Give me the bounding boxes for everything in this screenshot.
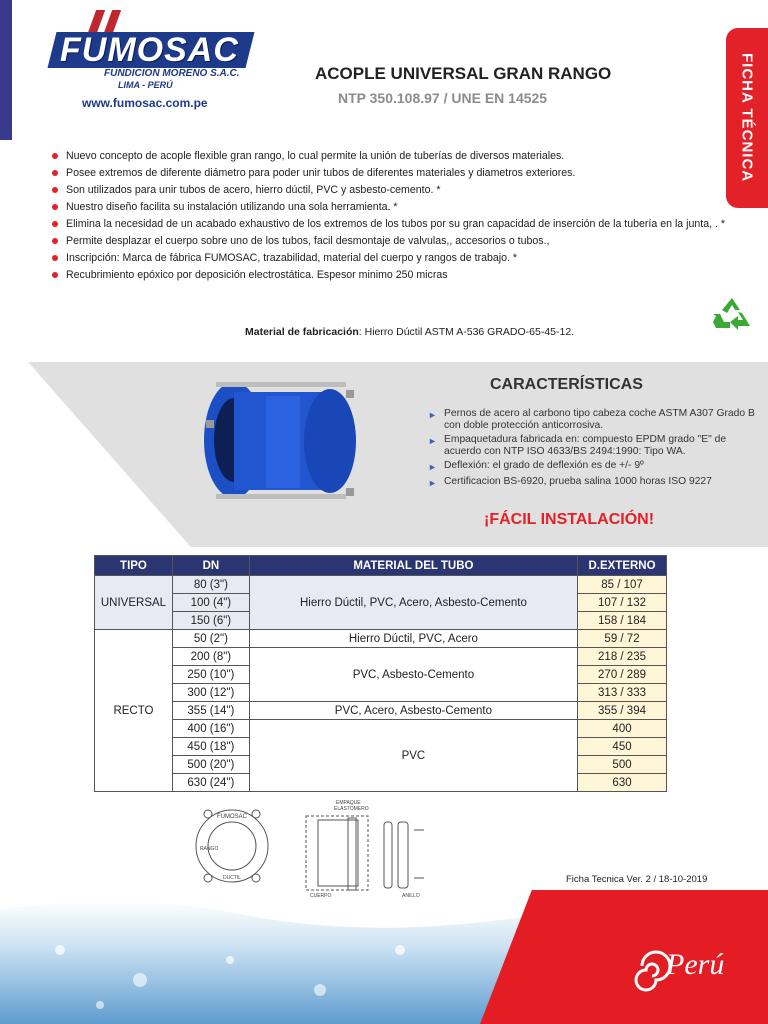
bullet-icon — [52, 170, 58, 176]
ficha-tecnica-label-wrap — [726, 28, 768, 208]
dext-cell: 85 / 107 — [578, 576, 667, 594]
ring-text-top: FUMOSAC — [217, 814, 247, 820]
feature-item: Son utilizados para unir tubos de acero, hierro dúctil, PVC y asbesto-cemento. * — [50, 184, 730, 197]
spec-table — [94, 555, 667, 792]
label-elastomero: ELASTOMERO — [334, 806, 369, 812]
column-header-material: MATERIAL DEL TUBO — [249, 556, 577, 576]
peru-brand-logo — [622, 930, 742, 1002]
material-line — [245, 326, 574, 338]
characteristic-item: ► Deflexión: el grado de deflexión es de +/- 9º — [428, 460, 644, 472]
column-header-tipo: TIPO — [95, 556, 173, 576]
bullet-icon — [52, 221, 58, 227]
column-header-dexterno: D.EXTERNO — [578, 556, 667, 576]
product-standard: NTP 350.108.97 / UNE EN 14525 — [338, 90, 548, 106]
product-title: ACOPLE UNIVERSAL GRAN RANGO — [315, 64, 612, 83]
dn-cell: 200 (8") — [172, 648, 249, 666]
feature-item: Posee extremos de diferente diámetro para poder unir tubos de diferentes materiales y diametros exteriores. — [50, 167, 730, 180]
dn-cell: 50 (2") — [172, 630, 249, 648]
tipo-cell: UNIVERSAL — [95, 576, 173, 630]
dn-cell: 630 (24") — [172, 774, 249, 792]
triangle-bullet-icon: ► — [428, 478, 437, 488]
dn-cell: 80 (3") — [172, 576, 249, 594]
material-value: : Hierro Dúctil ASTM A-536 GRADO-65-45-12. — [358, 326, 575, 338]
dext-cell: 313 / 333 — [578, 684, 667, 702]
dext-cell: 59 / 72 — [578, 630, 667, 648]
dext-cell: 450 — [578, 738, 667, 756]
dext-cell: 355 / 394 — [578, 702, 667, 720]
dext-cell: 158 / 184 — [578, 612, 667, 630]
dn-cell: 100 (4") — [172, 594, 249, 612]
table-row — [95, 720, 667, 738]
characteristics-title: CARACTERÍSTICAS — [490, 376, 643, 393]
table-row — [95, 702, 667, 720]
dn-cell: 400 (16") — [172, 720, 249, 738]
feature-item: Nuestro diseño facilita su instalación utilizando una sola herramienta. * — [50, 201, 730, 214]
feature-item: Recubrimiento epóxico por deposición electrostática. Espesor minimo 250 micras — [50, 269, 730, 282]
peru-wordmark: Perú — [666, 948, 725, 981]
coupling-product-image — [196, 370, 366, 520]
peru-spiral-icon — [622, 930, 742, 1002]
material-cell: Hierro Dúctil, PVC, Acero — [249, 630, 577, 648]
dext-cell: 218 / 235 — [578, 648, 667, 666]
characteristic-item: ► Pernos de acero al carbono tipo cabeza coche ASTM A307 Grado B con doble protección anticorrosiva. — [428, 408, 755, 431]
material-label: Material de fabricación — [245, 326, 359, 338]
characteristic-item: ► Empaquetadura fabricada en: compuesto EPDM grado "E" de acuerdo con NTP ISO 4633/BS 2494:1990: Tipo WA. — [428, 434, 727, 457]
feature-item: Permite desplazar el cuerpo sobre uno de los tubos, facil desmontaje de valvulas,, accesorios o tubos., — [50, 235, 730, 248]
bullet-icon — [52, 204, 58, 210]
label-empaque: EMPAQUE — [336, 800, 361, 806]
triangle-bullet-icon: ► — [428, 462, 437, 472]
characteristics-list — [428, 408, 758, 490]
table-row — [95, 630, 667, 648]
material-cell: PVC, Asbesto-Cemento — [249, 648, 577, 702]
feature-item: Inscripción: Marca de fábrica FUMOSAC, trazabilidad, material del cuerpo y rangos de trabajo. * — [50, 252, 730, 265]
material-cell: PVC, Acero, Asbesto-Cemento — [249, 702, 577, 720]
bullet-icon — [52, 255, 58, 261]
ficha-tecnica-label: FICHA TÉCNICA — [738, 53, 756, 183]
version-label: Ficha Tecnica Ver. 2 / 18-10-2019 — [566, 874, 708, 885]
dn-cell: 150 (6") — [172, 612, 249, 630]
characteristic-item: ► Certificacion BS-6920, prueba salina 1000 horas ISO 9227 — [428, 476, 712, 488]
feature-item: Elimina la necesidad de un acabado exhaustivo de los extremos de los tubos por su gran capacidad de inserción de la tubería en la junta, . * — [50, 218, 730, 231]
ring-front-view-drawing — [196, 810, 268, 882]
feature-list — [50, 150, 730, 286]
dext-cell: 630 — [578, 774, 667, 792]
label-anillo: ANILLO — [402, 893, 420, 899]
tipo-cell: RECTO — [95, 630, 173, 792]
dext-cell: 270 / 289 — [578, 666, 667, 684]
column-header-dn: DN — [172, 556, 249, 576]
dext-cell: 400 — [578, 720, 667, 738]
table-row — [95, 648, 667, 666]
dn-cell: 500 (20") — [172, 756, 249, 774]
ring-text-bottom: DUCTIL — [222, 875, 242, 881]
bullet-icon — [52, 238, 58, 244]
logo-subtitle-city: LIMA - PERÚ — [118, 80, 173, 90]
ring-text-left: RANGO — [200, 846, 219, 852]
material-cell: PVC — [249, 720, 577, 792]
label-cuerpo: CUERPO — [310, 893, 332, 899]
triangle-bullet-icon: ► — [428, 410, 437, 420]
easy-install-highlight: ¡FÁCIL INSTALACIÓN! — [484, 511, 655, 528]
left-accent-strip — [0, 0, 12, 140]
table-header-row — [95, 556, 667, 576]
feature-item: Nuevo concepto de acople flexible gran rango, lo cual permite la unión de tuberías de diversos materiales. — [50, 150, 730, 163]
material-cell: Hierro Dúctil, PVC, Acero, Asbesto-Cemento — [249, 576, 577, 630]
dn-cell: 300 (12") — [172, 684, 249, 702]
dn-cell: 250 (10") — [172, 666, 249, 684]
dext-cell: 107 / 132 — [578, 594, 667, 612]
dn-cell: 355 (14") — [172, 702, 249, 720]
dn-cell: 450 (18") — [172, 738, 249, 756]
bullet-icon — [52, 153, 58, 159]
table-row — [95, 576, 667, 594]
website-link[interactable]: www.fumosac.com.pe — [82, 96, 208, 110]
logo-subtitle-company: FUNDICION MORENO S.A.C. — [104, 68, 240, 79]
dext-cell: 500 — [578, 756, 667, 774]
logo-text: FUMOSAC — [60, 31, 239, 69]
triangle-bullet-icon: ► — [428, 436, 437, 446]
bullet-icon — [52, 272, 58, 278]
bullet-icon — [52, 187, 58, 193]
recycle-icon — [710, 296, 754, 332]
